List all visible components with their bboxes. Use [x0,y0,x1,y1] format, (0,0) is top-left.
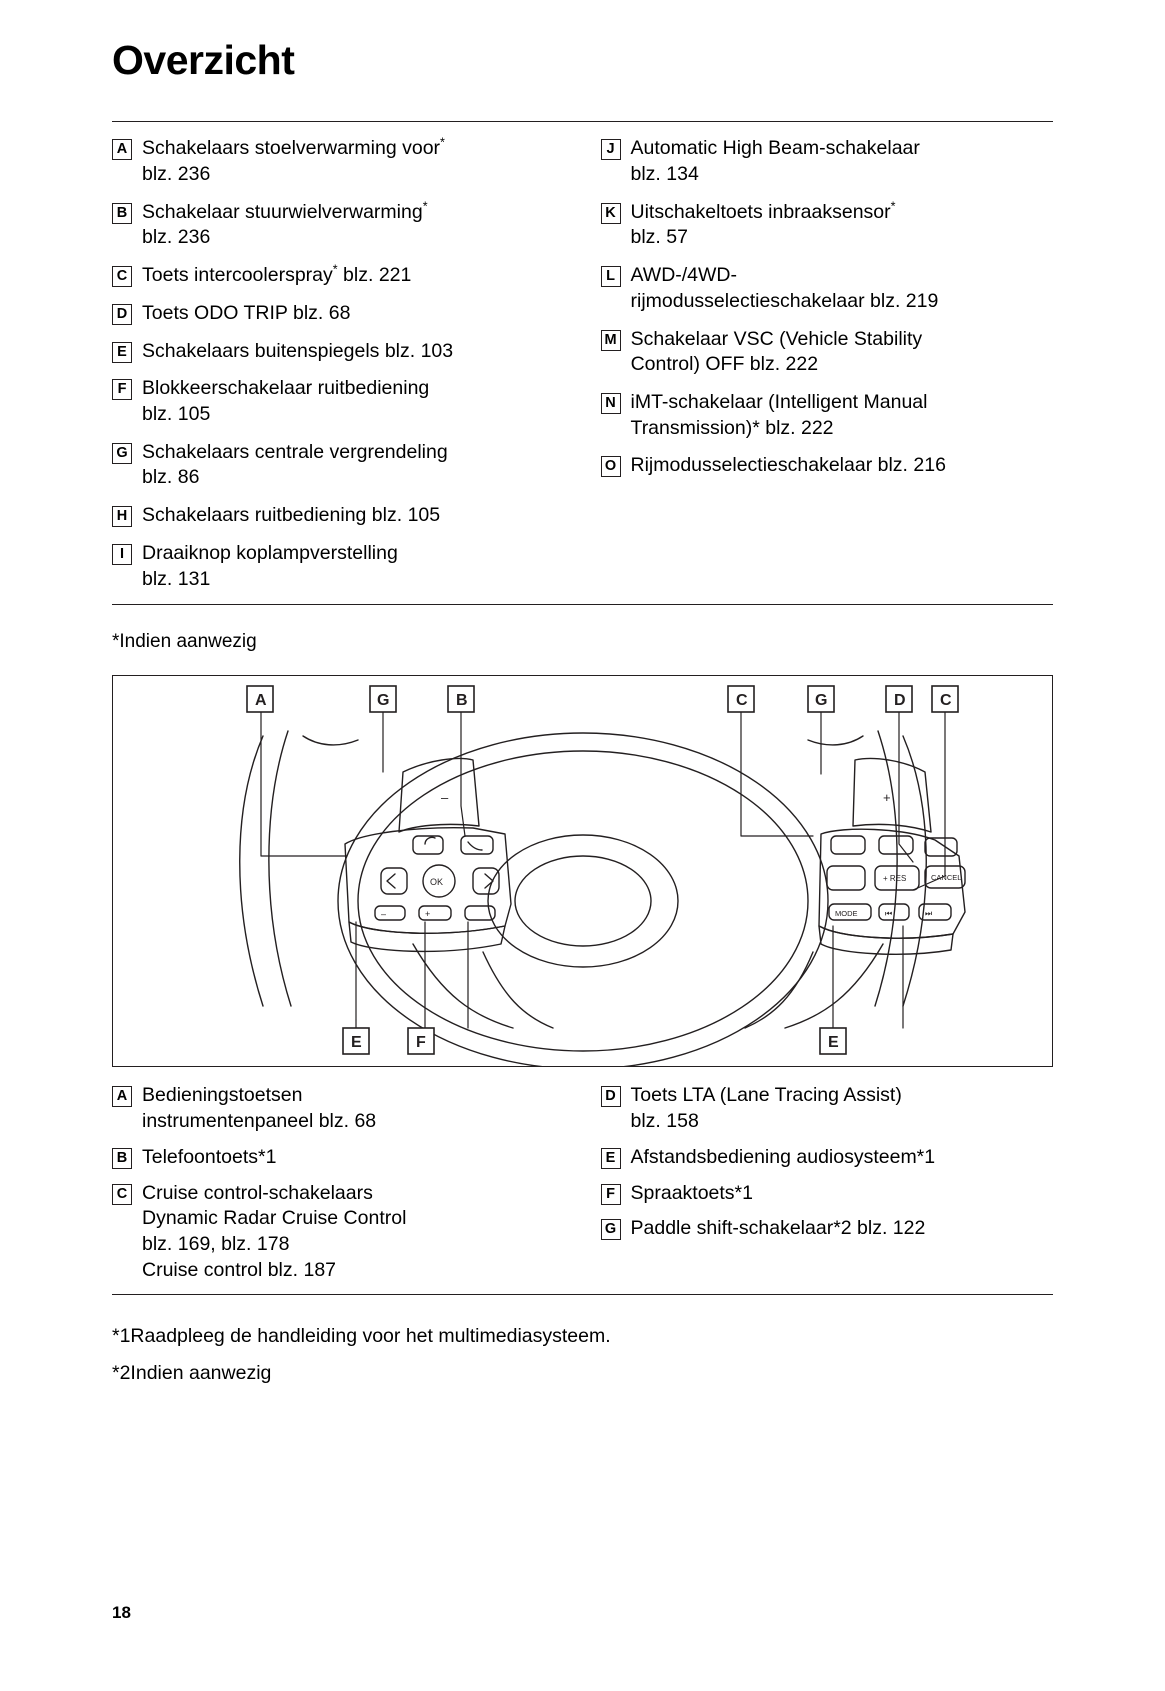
legend-label-text: AWD-/4WD- [630,264,738,287]
legend-label: Schakelaars ruitbediening blz. 105 [142,504,441,527]
legend-key: M [601,330,621,351]
list-item [601,1145,1036,1171]
steering-wheel-illustration [113,676,1053,1066]
legend-label-text: Uitschakeltoets inbraaksensor [630,200,891,223]
legend-label-text: Schakelaars centrale vergrendeling [142,440,448,463]
svg-text:⏭: ⏭ [925,909,933,919]
legend-key: A [112,1086,132,1107]
legend-asterisk: * [422,199,428,214]
legend-label-line3: blz. 169, blz. 178 [142,1233,290,1256]
legend-key: I [112,544,132,565]
list-item [112,136,565,187]
legend-label-line2: Transmission)* blz. 222 [630,416,834,439]
legend-key: D [601,1086,621,1107]
legend-label [142,136,445,187]
legend-label [142,1083,376,1134]
svg-text:–: – [441,790,449,806]
svg-text:G: G [377,692,390,710]
svg-text:MODE: MODE [835,909,858,919]
page-number: 18 [112,1603,131,1622]
legend-key: F [601,1184,621,1205]
list-item [112,541,565,592]
legend-key: G [112,443,132,464]
svg-text:E: E [828,1034,839,1052]
list-item [601,136,1036,187]
legend-top-right-column [583,136,1054,604]
list-item [112,376,565,427]
legend-label-line2: Dynamic Radar Cruise Control [142,1207,407,1230]
legend-label-text: Blokkeerschakelaar ruitbediening [142,377,430,400]
steering-wheel-diagram [112,675,1053,1067]
legend-asterisk: * [332,262,338,277]
svg-text:CANCEL: CANCEL [931,873,962,883]
svg-text:–: – [381,909,387,920]
list-item [112,301,565,327]
legend-label-text: Schakelaar stuurwielverwarming [142,200,423,223]
legend-label-line2: Control) OFF blz. 222 [630,353,819,376]
divider-bottom [112,1294,1053,1295]
legend-label-text: Automatic High Beam-schakelaar [630,137,920,160]
legend-label: Spraaktoets*1 [630,1181,753,1204]
legend-label [631,263,939,314]
legend-label-line2: blz. 105 [142,402,211,425]
legend-label: Telefoontoets*1 [142,1145,277,1168]
svg-text:+: + [883,790,891,806]
legend-key: E [112,342,132,363]
legend-key: B [112,203,132,224]
legend-label [631,390,928,441]
list-item [601,200,1036,251]
svg-text:D: D [894,692,906,710]
legend-bottom-right-column [583,1083,1054,1293]
list-item [601,327,1036,378]
svg-text:⏮: ⏮ [885,909,893,919]
list-item [601,1083,1036,1134]
footnote-1: *1Raadpleeg de handleiding voor het multimediasysteem. [112,1324,611,1347]
footnote-2: *2Indien aanwezig [112,1361,272,1384]
legend-label [142,200,428,251]
legend-key: C [112,266,132,287]
legend-label-line2: blz. 236 [142,162,211,185]
legend-label-line2: blz. 86 [142,466,200,489]
legend-label [142,263,411,289]
legend-asterisk: * [890,199,896,214]
legend-key: C [112,1184,132,1205]
footnotes [112,1325,1053,1385]
legend-label [631,327,923,378]
note-if-equipped: *Indien aanwezig [112,631,257,653]
legend-label-text: Draaiknop koplampverstelling [142,541,398,564]
legend-label-line2: blz. 158 [630,1110,699,1133]
legend-label-line4: Cruise control blz. 187 [142,1258,337,1281]
list-item [112,1083,565,1134]
legend-key: A [112,139,132,160]
list-item [112,263,565,289]
list-item [601,453,1036,479]
legend-label [631,136,920,187]
legend-label: Rijmodusselectieschakelaar blz. 216 [630,454,946,477]
list-item [112,503,565,529]
svg-text:+: + [425,909,431,920]
legend-label-after: blz. 221 [337,264,412,287]
legend-label-line2: rijmodusselectieschakelaar blz. 219 [630,289,939,312]
legend-label [142,1181,406,1284]
legend-label: Paddle shift-schakelaar*2 blz. 122 [630,1217,926,1240]
legend-label-text: Schakelaar VSC (Vehicle Stability [630,327,923,350]
page-title: Overzicht [112,37,295,83]
legend-label: Afstandsbediening audiosysteem*1 [630,1145,936,1168]
legend-top [112,136,1053,604]
legend-key: J [601,139,621,160]
legend-label [142,376,429,427]
legend-key: K [601,203,621,224]
legend-label-line2: blz. 134 [630,162,699,185]
svg-text:B: B [456,692,468,710]
legend-key: F [112,379,132,400]
legend-label [142,440,448,491]
list-item [112,1145,565,1171]
divider-top [112,121,1053,122]
legend-label-line2: blz. 57 [630,226,688,249]
legend-key: D [112,304,132,325]
legend-key: H [112,506,132,527]
legend-key: B [112,1148,132,1169]
svg-text:C: C [736,692,748,710]
svg-text:OK: OK [430,877,444,888]
list-item [112,440,565,491]
manual-page [0,38,1165,1691]
svg-text:+ RES: + RES [883,874,907,884]
legend-label-line2: blz. 236 [142,226,211,249]
legend-label-line2: instrumentenpaneel blz. 68 [142,1110,377,1133]
svg-text:A: A [255,692,267,710]
legend-label-text: iMT-schakelaar (Intelligent Manual [630,390,928,413]
legend-label-line1: Toets LTA (Lane Tracing Assist) [630,1084,902,1107]
legend-key: L [601,266,621,287]
legend-bottom [112,1083,1053,1293]
legend-label [631,1083,902,1134]
legend-key: O [601,456,621,477]
legend-asterisk: * [440,135,445,150]
svg-text:E: E [351,1034,362,1052]
list-item [601,390,1036,441]
list-item [601,1216,1036,1242]
list-item [112,1181,565,1284]
legend-key: E [601,1148,621,1169]
legend-label-line2: blz. 131 [142,567,211,590]
legend-bottom-left-column [112,1083,583,1293]
legend-label [142,541,398,592]
list-item [601,263,1036,314]
legend-top-left-column [112,136,583,604]
divider-mid [112,604,1053,605]
list-item [112,339,565,365]
list-item [601,1181,1036,1207]
legend-key: N [601,393,621,414]
legend-label-line1: Cruise control-schakelaars [142,1181,373,1204]
legend-label-line1: Bedieningstoetsen [142,1084,303,1107]
svg-text:F: F [416,1034,426,1052]
svg-text:G: G [815,692,828,710]
legend-label: Toets ODO TRIP blz. 68 [142,301,351,324]
legend-label-text: Toets intercoolerspray [142,264,333,287]
legend-key: G [601,1219,621,1240]
svg-text:C: C [940,692,952,710]
legend-label [631,200,896,251]
list-item [112,200,565,251]
legend-label: Schakelaars buitenspiegels blz. 103 [142,339,454,362]
legend-label-text: Schakelaars stoelverwarming voor [142,137,441,160]
